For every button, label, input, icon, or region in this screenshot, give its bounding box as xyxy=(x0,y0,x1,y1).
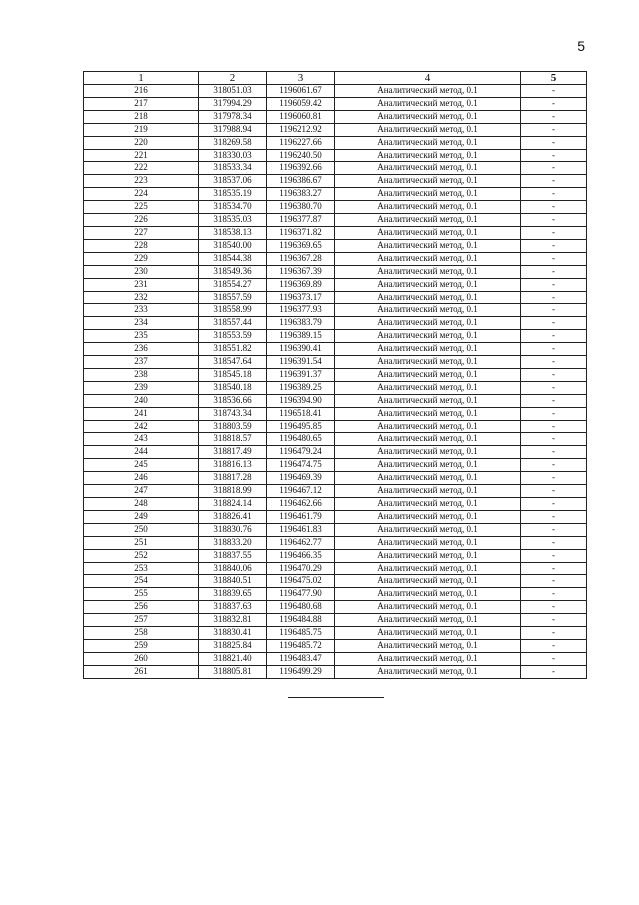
x-coordinate-cell: 318833.20 xyxy=(199,536,267,549)
point-number-cell: 229 xyxy=(84,252,199,265)
x-coordinate-cell: 318535.19 xyxy=(199,188,267,201)
method-cell: Аналитический метод, 0.1 xyxy=(335,601,521,614)
method-cell: Аналитический метод, 0.1 xyxy=(335,665,521,678)
description-cell: - xyxy=(521,239,587,252)
y-coordinate-cell: 1196483.47 xyxy=(267,652,335,665)
method-cell: Аналитический метод, 0.1 xyxy=(335,381,521,394)
point-number-cell: 220 xyxy=(84,136,199,149)
point-number-cell: 218 xyxy=(84,110,199,123)
x-coordinate-cell: 317994.29 xyxy=(199,97,267,110)
description-cell: - xyxy=(521,639,587,652)
x-coordinate-cell: 318817.49 xyxy=(199,446,267,459)
table-row xyxy=(84,498,587,511)
table-row xyxy=(84,523,587,536)
x-coordinate-cell: 318818.99 xyxy=(199,485,267,498)
x-coordinate-cell: 317978.34 xyxy=(199,110,267,123)
table-row xyxy=(84,123,587,136)
x-coordinate-cell: 318839.65 xyxy=(199,588,267,601)
y-coordinate-cell: 1196394.90 xyxy=(267,394,335,407)
page-number: 5 xyxy=(577,38,585,54)
point-number-cell: 230 xyxy=(84,265,199,278)
method-cell: Аналитический метод, 0.1 xyxy=(335,446,521,459)
x-coordinate-cell: 318826.41 xyxy=(199,510,267,523)
point-number-cell: 244 xyxy=(84,446,199,459)
method-cell: Аналитический метод, 0.1 xyxy=(335,226,521,239)
method-cell: Аналитический метод, 0.1 xyxy=(335,149,521,162)
x-coordinate-cell: 318553.59 xyxy=(199,330,267,343)
method-cell: Аналитический метод, 0.1 xyxy=(335,394,521,407)
method-cell: Аналитический метод, 0.1 xyxy=(335,291,521,304)
table-row xyxy=(84,175,587,188)
point-number-cell: 228 xyxy=(84,239,199,252)
description-cell: - xyxy=(521,549,587,562)
description-cell: - xyxy=(521,523,587,536)
x-coordinate-cell: 318830.41 xyxy=(199,627,267,640)
point-number-cell: 253 xyxy=(84,562,199,575)
description-cell: - xyxy=(521,317,587,330)
method-cell: Аналитический метод, 0.1 xyxy=(335,420,521,433)
point-number-cell: 260 xyxy=(84,652,199,665)
y-coordinate-cell: 1196377.87 xyxy=(267,214,335,227)
description-cell: - xyxy=(521,201,587,214)
x-coordinate-cell: 318558.99 xyxy=(199,304,267,317)
point-number-cell: 256 xyxy=(84,601,199,614)
y-coordinate-cell: 1196371.82 xyxy=(267,226,335,239)
y-coordinate-cell: 1196386.67 xyxy=(267,175,335,188)
point-number-cell: 254 xyxy=(84,575,199,588)
table-body xyxy=(84,85,587,679)
table-row xyxy=(84,472,587,485)
x-coordinate-cell: 318837.55 xyxy=(199,549,267,562)
point-number-cell: 242 xyxy=(84,420,199,433)
description-cell: - xyxy=(521,652,587,665)
point-number-cell: 236 xyxy=(84,343,199,356)
table-row xyxy=(84,291,587,304)
column-header-description: 5 xyxy=(521,72,587,85)
method-cell: Аналитический метод, 0.1 xyxy=(335,549,521,562)
description-cell: - xyxy=(521,304,587,317)
x-coordinate-cell: 318824.14 xyxy=(199,498,267,511)
method-cell: Аналитический метод, 0.1 xyxy=(335,652,521,665)
description-cell: - xyxy=(521,136,587,149)
y-coordinate-cell: 1196474.75 xyxy=(267,459,335,472)
method-cell: Аналитический метод, 0.1 xyxy=(335,304,521,317)
table-row xyxy=(84,317,587,330)
point-number-cell: 221 xyxy=(84,149,199,162)
method-cell: Аналитический метод, 0.1 xyxy=(335,330,521,343)
method-cell: Аналитический метод, 0.1 xyxy=(335,162,521,175)
method-cell: Аналитический метод, 0.1 xyxy=(335,85,521,98)
table-row xyxy=(84,485,587,498)
y-coordinate-cell: 1196227.66 xyxy=(267,136,335,149)
x-coordinate-cell: 318549.36 xyxy=(199,265,267,278)
table-row xyxy=(84,252,587,265)
table-row xyxy=(84,330,587,343)
table-row xyxy=(84,201,587,214)
point-number-cell: 240 xyxy=(84,394,199,407)
method-cell: Аналитический метод, 0.1 xyxy=(335,214,521,227)
y-coordinate-cell: 1196479.24 xyxy=(267,446,335,459)
x-coordinate-cell: 318816.13 xyxy=(199,459,267,472)
description-cell: - xyxy=(521,330,587,343)
description-cell: - xyxy=(521,446,587,459)
column-header-x: 2 xyxy=(199,72,267,85)
table-row xyxy=(84,394,587,407)
table-row xyxy=(84,304,587,317)
method-cell: Аналитический метод, 0.1 xyxy=(335,485,521,498)
table-row xyxy=(84,239,587,252)
description-cell: - xyxy=(521,575,587,588)
y-coordinate-cell: 1196475.02 xyxy=(267,575,335,588)
table-row xyxy=(84,381,587,394)
table-row xyxy=(84,214,587,227)
table-row xyxy=(84,110,587,123)
method-cell: Аналитический метод, 0.1 xyxy=(335,368,521,381)
description-cell: - xyxy=(521,149,587,162)
x-coordinate-cell: 318051.03 xyxy=(199,85,267,98)
y-coordinate-cell: 1196485.75 xyxy=(267,627,335,640)
description-cell: - xyxy=(521,485,587,498)
method-cell: Аналитический метод, 0.1 xyxy=(335,536,521,549)
y-coordinate-cell: 1196059.42 xyxy=(267,97,335,110)
y-coordinate-cell: 1196477.90 xyxy=(267,588,335,601)
x-coordinate-cell: 318537.06 xyxy=(199,175,267,188)
table-row xyxy=(84,575,587,588)
y-coordinate-cell: 1196389.25 xyxy=(267,381,335,394)
y-coordinate-cell: 1196485.72 xyxy=(267,639,335,652)
y-coordinate-cell: 1196467.12 xyxy=(267,485,335,498)
x-coordinate-cell: 318551.82 xyxy=(199,343,267,356)
method-cell: Аналитический метод, 0.1 xyxy=(335,175,521,188)
y-coordinate-cell: 1196462.77 xyxy=(267,536,335,549)
method-cell: Аналитический метод, 0.1 xyxy=(335,498,521,511)
y-coordinate-cell: 1196461.83 xyxy=(267,523,335,536)
description-cell: - xyxy=(521,265,587,278)
table-row xyxy=(84,226,587,239)
x-coordinate-cell: 318269.58 xyxy=(199,136,267,149)
method-cell: Аналитический метод, 0.1 xyxy=(335,523,521,536)
point-number-cell: 258 xyxy=(84,627,199,640)
point-number-cell: 238 xyxy=(84,368,199,381)
method-cell: Аналитический метод, 0.1 xyxy=(335,278,521,291)
description-cell: - xyxy=(521,627,587,640)
table-row xyxy=(84,536,587,549)
table-row xyxy=(84,446,587,459)
method-cell: Аналитический метод, 0.1 xyxy=(335,510,521,523)
method-cell: Аналитический метод, 0.1 xyxy=(335,459,521,472)
x-coordinate-cell: 318540.00 xyxy=(199,239,267,252)
point-number-cell: 216 xyxy=(84,85,199,98)
point-number-cell: 227 xyxy=(84,226,199,239)
x-coordinate-cell: 318818.57 xyxy=(199,433,267,446)
point-number-cell: 231 xyxy=(84,278,199,291)
point-number-cell: 217 xyxy=(84,97,199,110)
table-row xyxy=(84,433,587,446)
method-cell: Аналитический метод, 0.1 xyxy=(335,201,521,214)
description-cell: - xyxy=(521,381,587,394)
y-coordinate-cell: 1196389.15 xyxy=(267,330,335,343)
point-number-cell: 226 xyxy=(84,214,199,227)
table-row xyxy=(84,614,587,627)
table-row xyxy=(84,601,587,614)
x-coordinate-cell: 318330.03 xyxy=(199,149,267,162)
method-cell: Аналитический метод, 0.1 xyxy=(335,252,521,265)
y-coordinate-cell: 1196377.93 xyxy=(267,304,335,317)
description-cell: - xyxy=(521,562,587,575)
method-cell: Аналитический метод, 0.1 xyxy=(335,588,521,601)
point-number-cell: 251 xyxy=(84,536,199,549)
table-row xyxy=(84,85,587,98)
table-row xyxy=(84,368,587,381)
point-number-cell: 249 xyxy=(84,510,199,523)
y-coordinate-cell: 1196480.68 xyxy=(267,601,335,614)
x-coordinate-cell: 318817.28 xyxy=(199,472,267,485)
x-coordinate-cell: 318554.27 xyxy=(199,278,267,291)
y-coordinate-cell: 1196391.54 xyxy=(267,356,335,369)
x-coordinate-cell: 318545.18 xyxy=(199,368,267,381)
x-coordinate-cell: 318837.63 xyxy=(199,601,267,614)
table-header-row xyxy=(84,72,587,85)
column-header-y: 3 xyxy=(267,72,335,85)
x-coordinate-cell: 318557.59 xyxy=(199,291,267,304)
x-coordinate-cell: 318830.76 xyxy=(199,523,267,536)
x-coordinate-cell: 318544.38 xyxy=(199,252,267,265)
point-number-cell: 257 xyxy=(84,614,199,627)
method-cell: Аналитический метод, 0.1 xyxy=(335,433,521,446)
y-coordinate-cell: 1196367.28 xyxy=(267,252,335,265)
table-row xyxy=(84,652,587,665)
x-coordinate-cell: 318840.51 xyxy=(199,575,267,588)
y-coordinate-cell: 1196061.67 xyxy=(267,85,335,98)
x-coordinate-cell: 318535.03 xyxy=(199,214,267,227)
point-number-cell: 259 xyxy=(84,639,199,652)
x-coordinate-cell: 318533.34 xyxy=(199,162,267,175)
description-cell: - xyxy=(521,252,587,265)
y-coordinate-cell: 1196383.79 xyxy=(267,317,335,330)
method-cell: Аналитический метод, 0.1 xyxy=(335,123,521,136)
description-cell: - xyxy=(521,85,587,98)
description-cell: - xyxy=(521,498,587,511)
description-cell: - xyxy=(521,614,587,627)
method-cell: Аналитический метод, 0.1 xyxy=(335,575,521,588)
point-number-cell: 233 xyxy=(84,304,199,317)
method-cell: Аналитический метод, 0.1 xyxy=(335,136,521,149)
point-number-cell: 219 xyxy=(84,123,199,136)
description-cell: - xyxy=(521,459,587,472)
method-cell: Аналитический метод, 0.1 xyxy=(335,188,521,201)
x-coordinate-cell: 318540.18 xyxy=(199,381,267,394)
method-cell: Аналитический метод, 0.1 xyxy=(335,343,521,356)
point-number-cell: 224 xyxy=(84,188,199,201)
table-row xyxy=(84,136,587,149)
method-cell: Аналитический метод, 0.1 xyxy=(335,614,521,627)
point-number-cell: 252 xyxy=(84,549,199,562)
point-number-cell: 235 xyxy=(84,330,199,343)
method-cell: Аналитический метод, 0.1 xyxy=(335,627,521,640)
x-coordinate-cell: 318557.44 xyxy=(199,317,267,330)
description-cell: - xyxy=(521,110,587,123)
table-row xyxy=(84,588,587,601)
table-row xyxy=(84,510,587,523)
y-coordinate-cell: 1196470.29 xyxy=(267,562,335,575)
y-coordinate-cell: 1196390.41 xyxy=(267,343,335,356)
x-coordinate-cell: 318743.34 xyxy=(199,407,267,420)
y-coordinate-cell: 1196392.66 xyxy=(267,162,335,175)
method-cell: Аналитический метод, 0.1 xyxy=(335,239,521,252)
x-coordinate-cell: 318803.59 xyxy=(199,420,267,433)
method-cell: Аналитический метод, 0.1 xyxy=(335,472,521,485)
description-cell: - xyxy=(521,291,587,304)
y-coordinate-cell: 1196462.66 xyxy=(267,498,335,511)
point-number-cell: 250 xyxy=(84,523,199,536)
table-row xyxy=(84,420,587,433)
description-cell: - xyxy=(521,226,587,239)
table-row xyxy=(84,265,587,278)
description-cell: - xyxy=(521,407,587,420)
point-number-cell: 246 xyxy=(84,472,199,485)
description-cell: - xyxy=(521,368,587,381)
point-number-cell: 232 xyxy=(84,291,199,304)
y-coordinate-cell: 1196240.50 xyxy=(267,149,335,162)
point-number-cell: 255 xyxy=(84,588,199,601)
point-number-cell: 222 xyxy=(84,162,199,175)
x-coordinate-cell: 318536.66 xyxy=(199,394,267,407)
x-coordinate-cell: 318538.13 xyxy=(199,226,267,239)
point-number-cell: 261 xyxy=(84,665,199,678)
description-cell: - xyxy=(521,214,587,227)
x-coordinate-cell: 318840.06 xyxy=(199,562,267,575)
description-cell: - xyxy=(521,162,587,175)
x-coordinate-cell: 318825.84 xyxy=(199,639,267,652)
point-number-cell: 245 xyxy=(84,459,199,472)
description-cell: - xyxy=(521,665,587,678)
description-cell: - xyxy=(521,188,587,201)
table-row xyxy=(84,549,587,562)
table-row xyxy=(84,356,587,369)
description-cell: - xyxy=(521,356,587,369)
point-number-cell: 248 xyxy=(84,498,199,511)
y-coordinate-cell: 1196499.29 xyxy=(267,665,335,678)
point-number-cell: 247 xyxy=(84,485,199,498)
table-row xyxy=(84,162,587,175)
description-cell: - xyxy=(521,510,587,523)
method-cell: Аналитический метод, 0.1 xyxy=(335,110,521,123)
method-cell: Аналитический метод, 0.1 xyxy=(335,639,521,652)
coordinates-table xyxy=(83,71,587,679)
point-number-cell: 239 xyxy=(84,381,199,394)
x-coordinate-cell: 318805.81 xyxy=(199,665,267,678)
table-row xyxy=(84,562,587,575)
table-row xyxy=(84,627,587,640)
y-coordinate-cell: 1196369.65 xyxy=(267,239,335,252)
method-cell: Аналитический метод, 0.1 xyxy=(335,407,521,420)
y-coordinate-cell: 1196383.27 xyxy=(267,188,335,201)
description-cell: - xyxy=(521,601,587,614)
y-coordinate-cell: 1196380.70 xyxy=(267,201,335,214)
description-cell: - xyxy=(521,394,587,407)
description-cell: - xyxy=(521,97,587,110)
point-number-cell: 223 xyxy=(84,175,199,188)
y-coordinate-cell: 1196060.81 xyxy=(267,110,335,123)
point-number-cell: 241 xyxy=(84,407,199,420)
x-coordinate-cell: 318832.81 xyxy=(199,614,267,627)
table-row xyxy=(84,459,587,472)
table-row xyxy=(84,665,587,678)
point-number-cell: 234 xyxy=(84,317,199,330)
point-number-cell: 237 xyxy=(84,356,199,369)
table-row xyxy=(84,97,587,110)
description-cell: - xyxy=(521,420,587,433)
y-coordinate-cell: 1196369.89 xyxy=(267,278,335,291)
table-row xyxy=(84,407,587,420)
column-header-point: 1 xyxy=(84,72,199,85)
x-coordinate-cell: 317988.94 xyxy=(199,123,267,136)
table-row xyxy=(84,343,587,356)
description-cell: - xyxy=(521,175,587,188)
method-cell: Аналитический метод, 0.1 xyxy=(335,562,521,575)
table-row xyxy=(84,278,587,291)
y-coordinate-cell: 1196484.88 xyxy=(267,614,335,627)
y-coordinate-cell: 1196367.39 xyxy=(267,265,335,278)
description-cell: - xyxy=(521,536,587,549)
description-cell: - xyxy=(521,123,587,136)
table-row xyxy=(84,188,587,201)
table-row xyxy=(84,149,587,162)
y-coordinate-cell: 1196495.85 xyxy=(267,420,335,433)
y-coordinate-cell: 1196373.17 xyxy=(267,291,335,304)
x-coordinate-cell: 318534.70 xyxy=(199,201,267,214)
point-number-cell: 225 xyxy=(84,201,199,214)
method-cell: Аналитический метод, 0.1 xyxy=(335,317,521,330)
description-cell: - xyxy=(521,588,587,601)
y-coordinate-cell: 1196480.65 xyxy=(267,433,335,446)
column-header-method: 4 xyxy=(335,72,521,85)
description-cell: - xyxy=(521,433,587,446)
y-coordinate-cell: 1196461.79 xyxy=(267,510,335,523)
y-coordinate-cell: 1196391.37 xyxy=(267,368,335,381)
method-cell: Аналитический метод, 0.1 xyxy=(335,356,521,369)
table-row xyxy=(84,639,587,652)
x-coordinate-cell: 318547.64 xyxy=(199,356,267,369)
point-number-cell: 243 xyxy=(84,433,199,446)
y-coordinate-cell: 1196469.39 xyxy=(267,472,335,485)
description-cell: - xyxy=(521,343,587,356)
y-coordinate-cell: 1196212.92 xyxy=(267,123,335,136)
x-coordinate-cell: 318821.40 xyxy=(199,652,267,665)
description-cell: - xyxy=(521,278,587,291)
y-coordinate-cell: 1196466.35 xyxy=(267,549,335,562)
method-cell: Аналитический метод, 0.1 xyxy=(335,97,521,110)
description-cell: - xyxy=(521,472,587,485)
signature-line xyxy=(288,697,384,698)
method-cell: Аналитический метод, 0.1 xyxy=(335,265,521,278)
y-coordinate-cell: 1196518.41 xyxy=(267,407,335,420)
